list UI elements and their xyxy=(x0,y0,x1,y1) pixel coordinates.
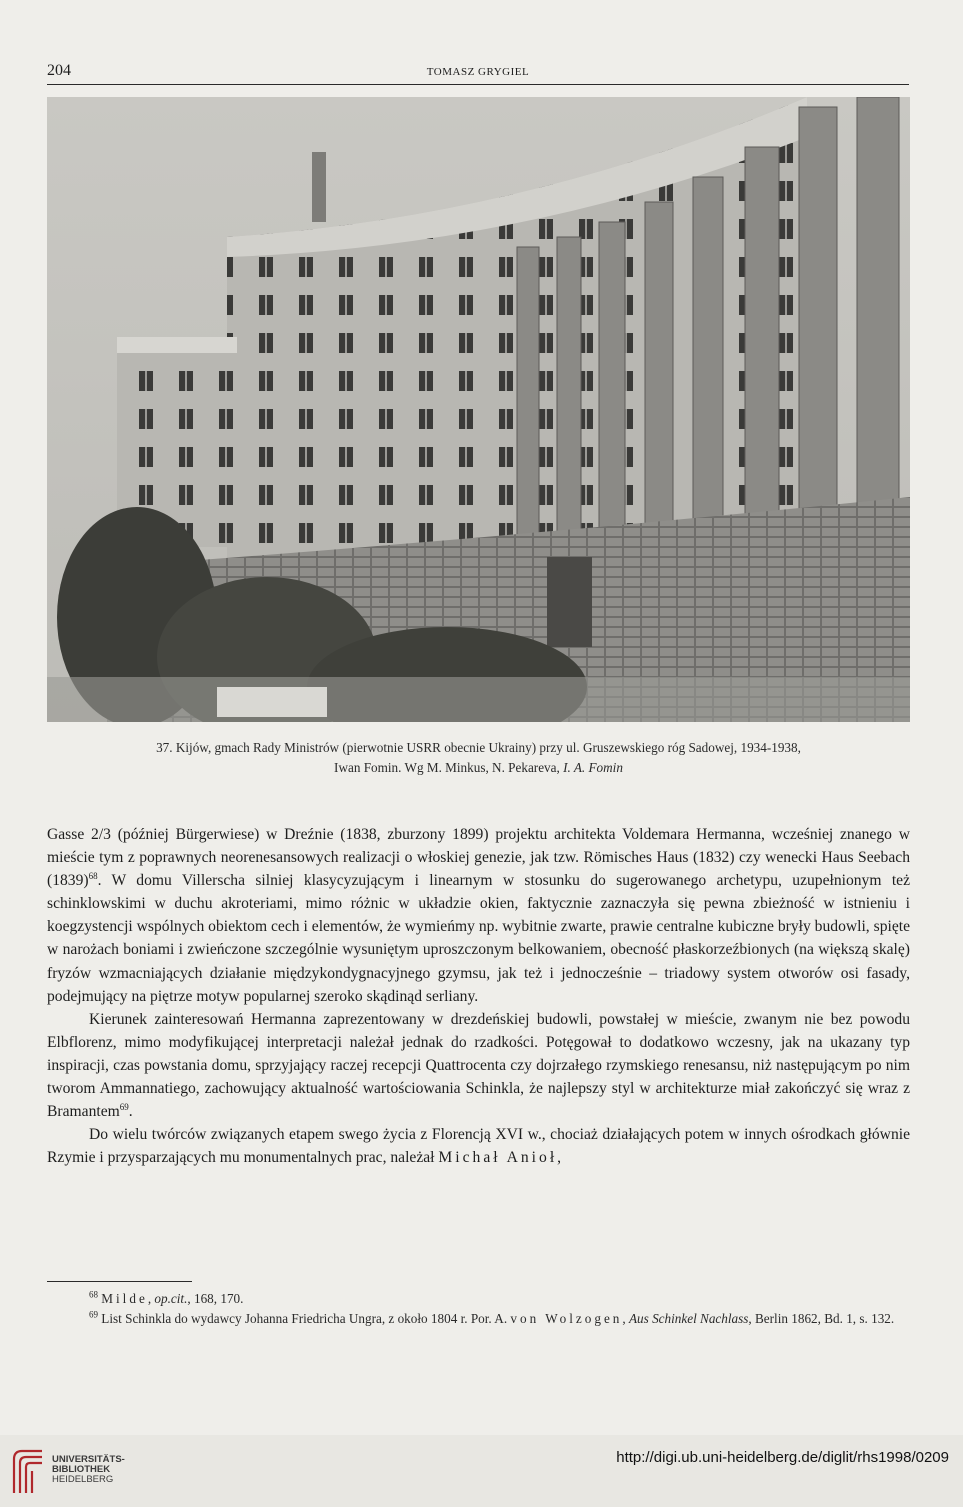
footnote-68-sep: , xyxy=(147,1291,155,1306)
paragraph-3 xyxy=(47,1123,910,1169)
figure-photo xyxy=(47,97,910,722)
running-head: TOMASZ GRYGIEL xyxy=(426,66,530,78)
caption-title: I. A. Fomin xyxy=(563,760,623,775)
library-logo-icon[interactable] xyxy=(8,1445,48,1497)
footnotes xyxy=(47,1289,910,1329)
paragraph-3-text: Do wielu twórców związanych etapem swego życia z Florencją XVI w., chociaż działających potem w innych ośrodkach głównie Rzymie i przysparzających mu monumentalnych prac, należał xyxy=(47,1126,910,1167)
footnote-68-pages: , 168, 170. xyxy=(187,1291,244,1306)
body-text xyxy=(47,823,910,1169)
page-number: 204 xyxy=(47,62,71,79)
footnote-69-title: Aus Schinkel Nachlass xyxy=(629,1311,749,1326)
paragraph-3-name: Michał Anioł xyxy=(438,1149,558,1167)
photo-building-icon xyxy=(47,97,910,722)
paragraph-1-text-cont: . W domu Villerscha silniej klasycyzującym i linearnym w stosunku do sugerowanego archetypu, uzupełnionym też schinklowskimi w duchu akroteriami, mimo różnic w układzie okien, faktycznie zaznaczyła się pewna zbieżność w istnieniu i koegzystencji wspólnych obiektom cech i elementów, że wymieńmy np. wybitnie zwarte, prawie centralne kubiczne bryły budowli, spięte w narożach boniami i zwieńczone szczególnie wysuniętym uproszczonym belkowaniem, obecność płaskorzeźbionych (na większą skalę) fryzów wzmacniających działanie międzykondygnacyjnego gzymsu, jak też i jednocześnie – triadowy system otworów osi fasady, podejmujący na piętrze motyw popularnej szeroko skądinąd serliany. xyxy=(47,872,910,1005)
footnote-68-author: Milde xyxy=(101,1291,148,1306)
source-url-link[interactable]: http://digi.ub.uni-heidelberg.de/diglit/rhs1998/0209 xyxy=(616,1449,949,1466)
footer-bar xyxy=(0,1435,963,1507)
page-header xyxy=(47,62,909,85)
footnote-68-number: 68 xyxy=(89,1289,98,1300)
library-name-line-1: UNIVERSITÄTS- xyxy=(52,1454,125,1465)
figure-caption xyxy=(47,738,910,778)
footnote-69-sep: , xyxy=(622,1311,629,1326)
footnote-69-text: List Schinkla do wydawcy Johanna Friedricha Ungra, z około 1804 r. Por. A. xyxy=(98,1311,511,1326)
caption-line-2 xyxy=(47,758,910,778)
paragraph-2-text: Kierunek zainteresowań Hermanna zaprezentowany w drezdeńskiej budowli, powstałej w mieście, zwanym nie bez powodu Elbflorenz, mimo modyfikującej interpretacji należał jednak do rzadkości. Potęgował to dodatkowo wczesny, jak na ukazany typ inspiracji, czas powstania domu, sprzyjający raczej recepcji Quattrocenta czy dojrzałego rzymskiego renesansu, niż następującym po nim tworom Ammannatiego, zachowujący aktualność wartościowania Schinkla, że najlepszy styl w architekturze miał zakończyć się wraz z Bramantem xyxy=(47,1010,910,1121)
paragraph-1 xyxy=(47,823,910,1008)
paragraph-2-text-end: . xyxy=(128,1103,133,1121)
paragraph-2 xyxy=(47,1008,910,1123)
footnote-ref-69: 69 xyxy=(119,1101,129,1112)
library-name-line-3: HEIDELBERG xyxy=(52,1474,114,1485)
library-name xyxy=(52,1455,125,1485)
footnote-68-opcit: op.cit. xyxy=(154,1291,188,1306)
paragraph-3-text-end: , xyxy=(557,1149,562,1167)
footnote-ref-68: 68 xyxy=(88,871,98,881)
footnote-69 xyxy=(47,1309,910,1329)
caption-authors: Iwan Fomin. Wg M. Minkus, N. Pekareva, xyxy=(334,760,564,775)
library-name-line-2: BIBLIOTHEK xyxy=(52,1464,111,1475)
caption-line-1: 37. Kijów, gmach Rady Ministrów (pierwotnie USRR obecnie Ukrainy) przy ul. Gruszewskiego róg Sadowej, 1934-1938, xyxy=(156,740,801,755)
paragraph-1-text: Gasse 2/3 (później Bürgerwiese) w Dreźnie (1838, zburzony 1899) projektu architekta Voldemara Hermanna, wcześniej znanego w mieście tym z poprawnych neorenesansowych realizacji o włoskiej genezie, jak tzw. Römisches Haus (1832) czy wenecki Haus Seebach (1839) xyxy=(47,826,910,890)
footnote-69-author: von Wolzogen xyxy=(510,1311,623,1326)
footnote-68 xyxy=(47,1289,910,1309)
footnote-rule xyxy=(47,1281,192,1282)
footnote-69-rest: , Berlin 1862, Bd. 1, s. 132. xyxy=(748,1311,895,1326)
footnote-69-number: 69 xyxy=(89,1309,98,1320)
